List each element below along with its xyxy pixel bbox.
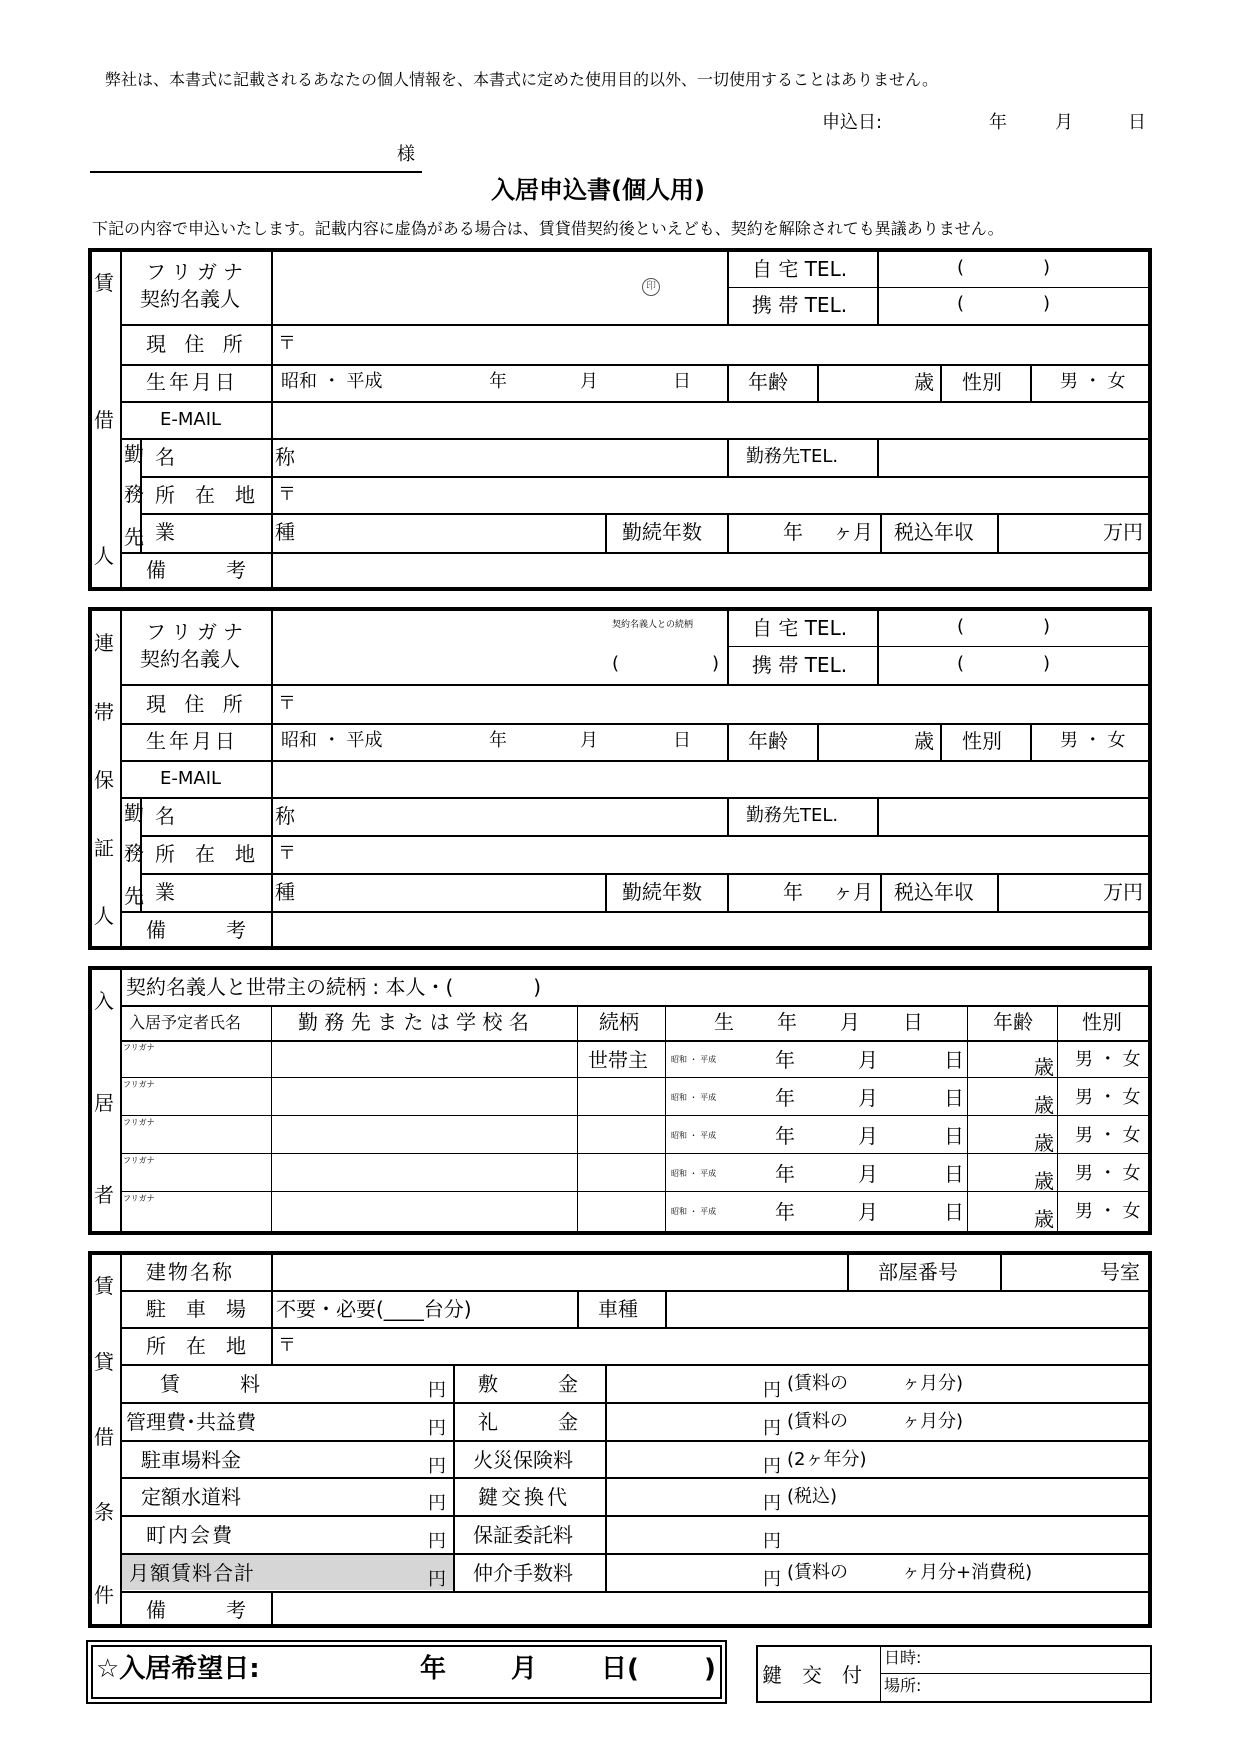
contract-holder-label: 契約名義人 bbox=[140, 647, 240, 671]
age-unit: 歳 bbox=[1034, 1131, 1054, 1155]
address-label: 現 住 所 bbox=[146, 332, 249, 356]
side-char: 保 bbox=[94, 768, 114, 792]
yen-unit: 円 bbox=[428, 1569, 446, 1590]
age-unit: 歳 bbox=[1034, 1055, 1054, 1079]
fee-note: (賃料の ヶ月分) bbox=[787, 1373, 964, 1394]
industry-label: 業 種 bbox=[155, 880, 295, 904]
month-unit: 月 bbox=[858, 1200, 878, 1224]
move-in-label: ☆入居希望日: bbox=[96, 1654, 260, 1684]
rent-label: 賃 料 bbox=[160, 1372, 260, 1396]
side-char: 人 bbox=[94, 904, 114, 928]
deposit-label: 敷 金 bbox=[478, 1372, 578, 1396]
yen-unit: 円 bbox=[763, 1418, 781, 1439]
room-number-label: 部屋番号 bbox=[878, 1260, 958, 1284]
postal-mark: 〒 bbox=[278, 333, 296, 354]
side-char: 務 bbox=[124, 482, 144, 506]
water-fee-label: 定額水道料 bbox=[141, 1485, 241, 1509]
age-unit: 歳 bbox=[1034, 1169, 1054, 1193]
work-school-header: 勤 務 先 ま た は 学 校 名 bbox=[298, 1010, 529, 1034]
postal-mark: 〒 bbox=[278, 843, 296, 864]
paren: ) bbox=[704, 1654, 716, 1684]
side-char: 証 bbox=[94, 836, 114, 860]
remarks-label: 備 考 bbox=[146, 1598, 246, 1622]
gender-header: 性別 bbox=[1082, 1010, 1122, 1034]
birth-header-char: 年 bbox=[777, 1010, 797, 1034]
postal-mark: 〒 bbox=[278, 693, 296, 714]
work-tel-label: 勤務先TEL. bbox=[746, 805, 839, 826]
yen-unit: 円 bbox=[428, 1493, 446, 1514]
side-char: 居 bbox=[94, 1091, 114, 1115]
paren: ) bbox=[712, 653, 720, 674]
application-date-year: 年 bbox=[989, 112, 1007, 133]
home-tel-label: 自 宅 TEL. bbox=[752, 616, 848, 640]
work-name-label: 名 称 bbox=[155, 445, 295, 469]
side-char: 借 bbox=[94, 1425, 114, 1449]
mobile-tel-label: 携 帯 TEL. bbox=[752, 653, 848, 677]
addressee-suffix: 様 bbox=[397, 144, 415, 165]
years-unit: 年 bbox=[783, 520, 803, 544]
mobile-tel-label: 携 帯 TEL. bbox=[752, 293, 848, 317]
year-unit: 年 bbox=[775, 1048, 795, 1072]
gender-options[interactable]: 男 ・ 女 bbox=[1060, 730, 1126, 751]
fee-note: (2ヶ年分) bbox=[787, 1449, 867, 1470]
side-char: 貸 bbox=[94, 1350, 114, 1374]
home-tel-label: 自 宅 TEL. bbox=[752, 257, 848, 281]
community-fee-label: 町内会費 bbox=[146, 1523, 234, 1547]
side-char: 条 bbox=[94, 1500, 114, 1524]
annual-income-label: 税込年収 bbox=[894, 520, 974, 544]
parking-fee-label: 駐車場料金 bbox=[141, 1448, 241, 1472]
gender-options[interactable]: 男 ・ 女 bbox=[1075, 1163, 1141, 1184]
age-unit: 歳 bbox=[914, 729, 934, 753]
relation-label: 契約名義人との続柄 bbox=[612, 620, 694, 630]
industry-label: 業 種 bbox=[155, 520, 295, 544]
management-fee-label: 管理費･共益費 bbox=[126, 1410, 256, 1434]
application-date-day: 日 bbox=[1128, 112, 1146, 133]
location-label: 所 在 地 bbox=[146, 1334, 246, 1358]
contract-holder-label: 契約名義人 bbox=[140, 287, 240, 311]
month-unit: 月 bbox=[580, 371, 598, 392]
birth-header-char: 日 bbox=[903, 1010, 923, 1034]
years-employed-label: 勤続年数 bbox=[622, 880, 702, 904]
side-char: 賃 bbox=[94, 1274, 114, 1298]
parking-label: 駐 車 場 bbox=[146, 1297, 246, 1321]
months-unit: ヶ月 bbox=[833, 880, 873, 904]
yen-unit: 円 bbox=[763, 1456, 781, 1477]
key-change-label: 鍵交換代 bbox=[478, 1485, 570, 1509]
birth-header-char: 月 bbox=[840, 1010, 860, 1034]
year-unit: 年 bbox=[775, 1124, 795, 1148]
income-unit: 万円 bbox=[1103, 880, 1143, 904]
era-options[interactable]: 昭和 ・ 平成 bbox=[671, 1131, 717, 1140]
gender-label: 性別 bbox=[962, 370, 1002, 394]
fee-note: (賃料の ヶ月分) bbox=[787, 1411, 964, 1432]
era-options[interactable]: 昭和 ・ 平成 bbox=[671, 1169, 717, 1178]
fee-note: (賃料の ヶ月分+消費税) bbox=[787, 1562, 1033, 1583]
side-char: 借 bbox=[94, 408, 114, 432]
month-unit: 月 bbox=[858, 1162, 878, 1186]
furigana-label: フリガナ bbox=[146, 260, 249, 284]
side-char: 賃 bbox=[94, 271, 114, 295]
era-options[interactable]: 昭和 ・ 平成 bbox=[281, 371, 383, 392]
furigana-label: フリガナ bbox=[123, 1156, 155, 1165]
age-header: 年齢 bbox=[993, 1010, 1033, 1034]
work-location-label: 所 在 地 bbox=[155, 842, 255, 866]
side-char: 勤 bbox=[124, 442, 144, 466]
income-unit: 万円 bbox=[1103, 520, 1143, 544]
email-label: E-MAIL bbox=[160, 768, 222, 789]
yen-unit: 円 bbox=[763, 1569, 781, 1590]
year-unit: 年 bbox=[775, 1086, 795, 1110]
years-employed-label: 勤続年数 bbox=[622, 520, 702, 544]
age-unit: 歳 bbox=[914, 370, 934, 394]
paren: ( bbox=[957, 293, 965, 314]
age-label: 年齢 bbox=[748, 370, 788, 394]
parking-options[interactable]: 不要・必要(____台分) bbox=[276, 1297, 472, 1321]
month-unit: 月 bbox=[858, 1124, 878, 1148]
era-options[interactable]: 昭和 ・ 平成 bbox=[671, 1207, 717, 1216]
car-type-label: 車種 bbox=[598, 1297, 638, 1321]
furigana-label: フリガナ bbox=[123, 1080, 155, 1089]
years-unit: 年 bbox=[783, 880, 803, 904]
age-unit: 歳 bbox=[1034, 1207, 1054, 1231]
paren: ( bbox=[957, 616, 965, 637]
month-unit: 月 bbox=[511, 1654, 538, 1684]
gender-options[interactable]: 男 ・ 女 bbox=[1075, 1049, 1141, 1070]
postal-mark: 〒 bbox=[278, 484, 296, 505]
day-unit: 日 bbox=[944, 1162, 964, 1186]
side-char: 先 bbox=[124, 525, 144, 549]
day-unit: 日 bbox=[673, 371, 691, 392]
yen-unit: 円 bbox=[763, 1531, 781, 1552]
building-label: 建物名称 bbox=[146, 1260, 234, 1284]
gender-label: 性別 bbox=[962, 729, 1002, 753]
day-unit: 日( bbox=[601, 1654, 639, 1684]
side-char: 連 bbox=[94, 631, 114, 655]
birthdate-label: 生年月日 bbox=[146, 729, 238, 753]
paren: ) bbox=[1043, 616, 1051, 637]
year-unit: 年 bbox=[775, 1162, 795, 1186]
furigana-label: フリガナ bbox=[123, 1118, 155, 1127]
year-unit: 年 bbox=[489, 730, 507, 751]
year-unit: 年 bbox=[775, 1200, 795, 1224]
name-header: 入居予定者氏名 bbox=[129, 1013, 242, 1032]
yen-unit: 円 bbox=[428, 1418, 446, 1439]
paren: ( bbox=[957, 257, 965, 278]
gender-options[interactable]: 男 ・ 女 bbox=[1075, 1125, 1141, 1146]
privacy-notice: 弊社は、本書式に記載されるあなたの個人情報を、本書式に定めた使用目的以外、一切使用することはありません。 bbox=[105, 70, 938, 89]
seal-mark-icon: 印 bbox=[642, 278, 660, 296]
place-label: 場所: bbox=[884, 1676, 922, 1695]
declaration-text: 下記の内容で申込いたします。記載内容に虚偽がある場合は、賃貸借契約後といえども、契約を解除されても異議ありません。 bbox=[92, 219, 1004, 238]
yen-unit: 円 bbox=[763, 1380, 781, 1401]
yen-unit: 円 bbox=[763, 1493, 781, 1514]
month-unit: 月 bbox=[580, 730, 598, 751]
key-handover-label: 鍵 交 付 bbox=[762, 1663, 862, 1687]
email-label: E-MAIL bbox=[160, 409, 222, 430]
head-relation: 契約名義人と世帯主の続柄 : 本人・( ) bbox=[126, 975, 542, 999]
application-date-month: 月 bbox=[1055, 112, 1073, 133]
total-rent-label: 月額賃料合計 bbox=[129, 1561, 255, 1585]
yen-unit: 円 bbox=[428, 1456, 446, 1477]
furigana-label: フリガナ bbox=[146, 620, 249, 644]
side-char: 務 bbox=[124, 841, 144, 865]
remarks-label: 備 考 bbox=[146, 918, 246, 942]
fee-note: (税込) bbox=[787, 1486, 838, 1507]
room-unit: 号室 bbox=[1100, 1260, 1140, 1284]
yen-unit: 円 bbox=[428, 1531, 446, 1552]
day-unit: 日 bbox=[944, 1048, 964, 1072]
side-char: 入 bbox=[94, 989, 114, 1013]
paren: ) bbox=[1043, 653, 1051, 674]
day-unit: 日 bbox=[944, 1200, 964, 1224]
paren: ( bbox=[612, 653, 620, 674]
application-date-label: 申込日: bbox=[822, 112, 883, 133]
day-unit: 日 bbox=[944, 1086, 964, 1110]
paren: ( bbox=[957, 653, 965, 674]
guarantee-fee-label: 保証委託料 bbox=[473, 1523, 573, 1547]
year-unit: 年 bbox=[489, 371, 507, 392]
furigana-label: フリガナ bbox=[123, 1043, 155, 1052]
month-unit: 月 bbox=[858, 1048, 878, 1072]
months-unit: ヶ月 bbox=[833, 520, 873, 544]
addressee-line[interactable] bbox=[90, 171, 422, 173]
side-char: 帯 bbox=[94, 700, 114, 724]
brokerage-fee-label: 仲介手数料 bbox=[473, 1561, 573, 1585]
postal-mark: 〒 bbox=[278, 1335, 296, 1356]
annual-income-label: 税込年収 bbox=[894, 880, 974, 904]
work-name-label: 名 称 bbox=[155, 804, 295, 828]
datetime-label: 日時: bbox=[884, 1648, 922, 1667]
gender-options[interactable]: 男 ・ 女 bbox=[1075, 1201, 1141, 1222]
day-unit: 日 bbox=[673, 730, 691, 751]
month-unit: 月 bbox=[858, 1086, 878, 1110]
yen-unit: 円 bbox=[428, 1380, 446, 1401]
relation-cell: 世帯主 bbox=[588, 1048, 648, 1072]
work-location-label: 所 在 地 bbox=[155, 483, 255, 507]
gender-options[interactable]: 男 ・ 女 bbox=[1075, 1087, 1141, 1108]
day-unit: 日 bbox=[944, 1124, 964, 1148]
address-label: 現 住 所 bbox=[146, 692, 249, 716]
relation-header: 続柄 bbox=[599, 1010, 639, 1034]
birthdate-label: 生年月日 bbox=[146, 370, 238, 394]
age-unit: 歳 bbox=[1034, 1093, 1054, 1117]
paren: ) bbox=[1043, 293, 1051, 314]
work-tel-label: 勤務先TEL. bbox=[746, 446, 839, 467]
furigana-label: フリガナ bbox=[123, 1194, 155, 1203]
gender-options[interactable]: 男 ・ 女 bbox=[1060, 371, 1126, 392]
side-char: 先 bbox=[124, 884, 144, 908]
fire-insurance-label: 火災保険料 bbox=[473, 1448, 573, 1472]
era-options[interactable]: 昭和 ・ 平成 bbox=[671, 1055, 717, 1064]
key-money-label: 礼 金 bbox=[478, 1410, 578, 1434]
side-char: 者 bbox=[94, 1183, 114, 1207]
year-unit: 年 bbox=[420, 1654, 447, 1684]
remarks-label: 備 考 bbox=[146, 558, 246, 582]
era-options[interactable]: 昭和 ・ 平成 bbox=[281, 730, 383, 751]
side-char: 勤 bbox=[124, 801, 144, 825]
age-label: 年齢 bbox=[748, 729, 788, 753]
birth-header-char: 生 bbox=[714, 1010, 734, 1034]
side-char: 件 bbox=[94, 1583, 114, 1607]
era-options[interactable]: 昭和 ・ 平成 bbox=[671, 1093, 717, 1102]
side-char: 人 bbox=[94, 544, 114, 568]
page-title: 入居申込書(個人用) bbox=[491, 176, 705, 204]
paren: ) bbox=[1043, 257, 1051, 278]
